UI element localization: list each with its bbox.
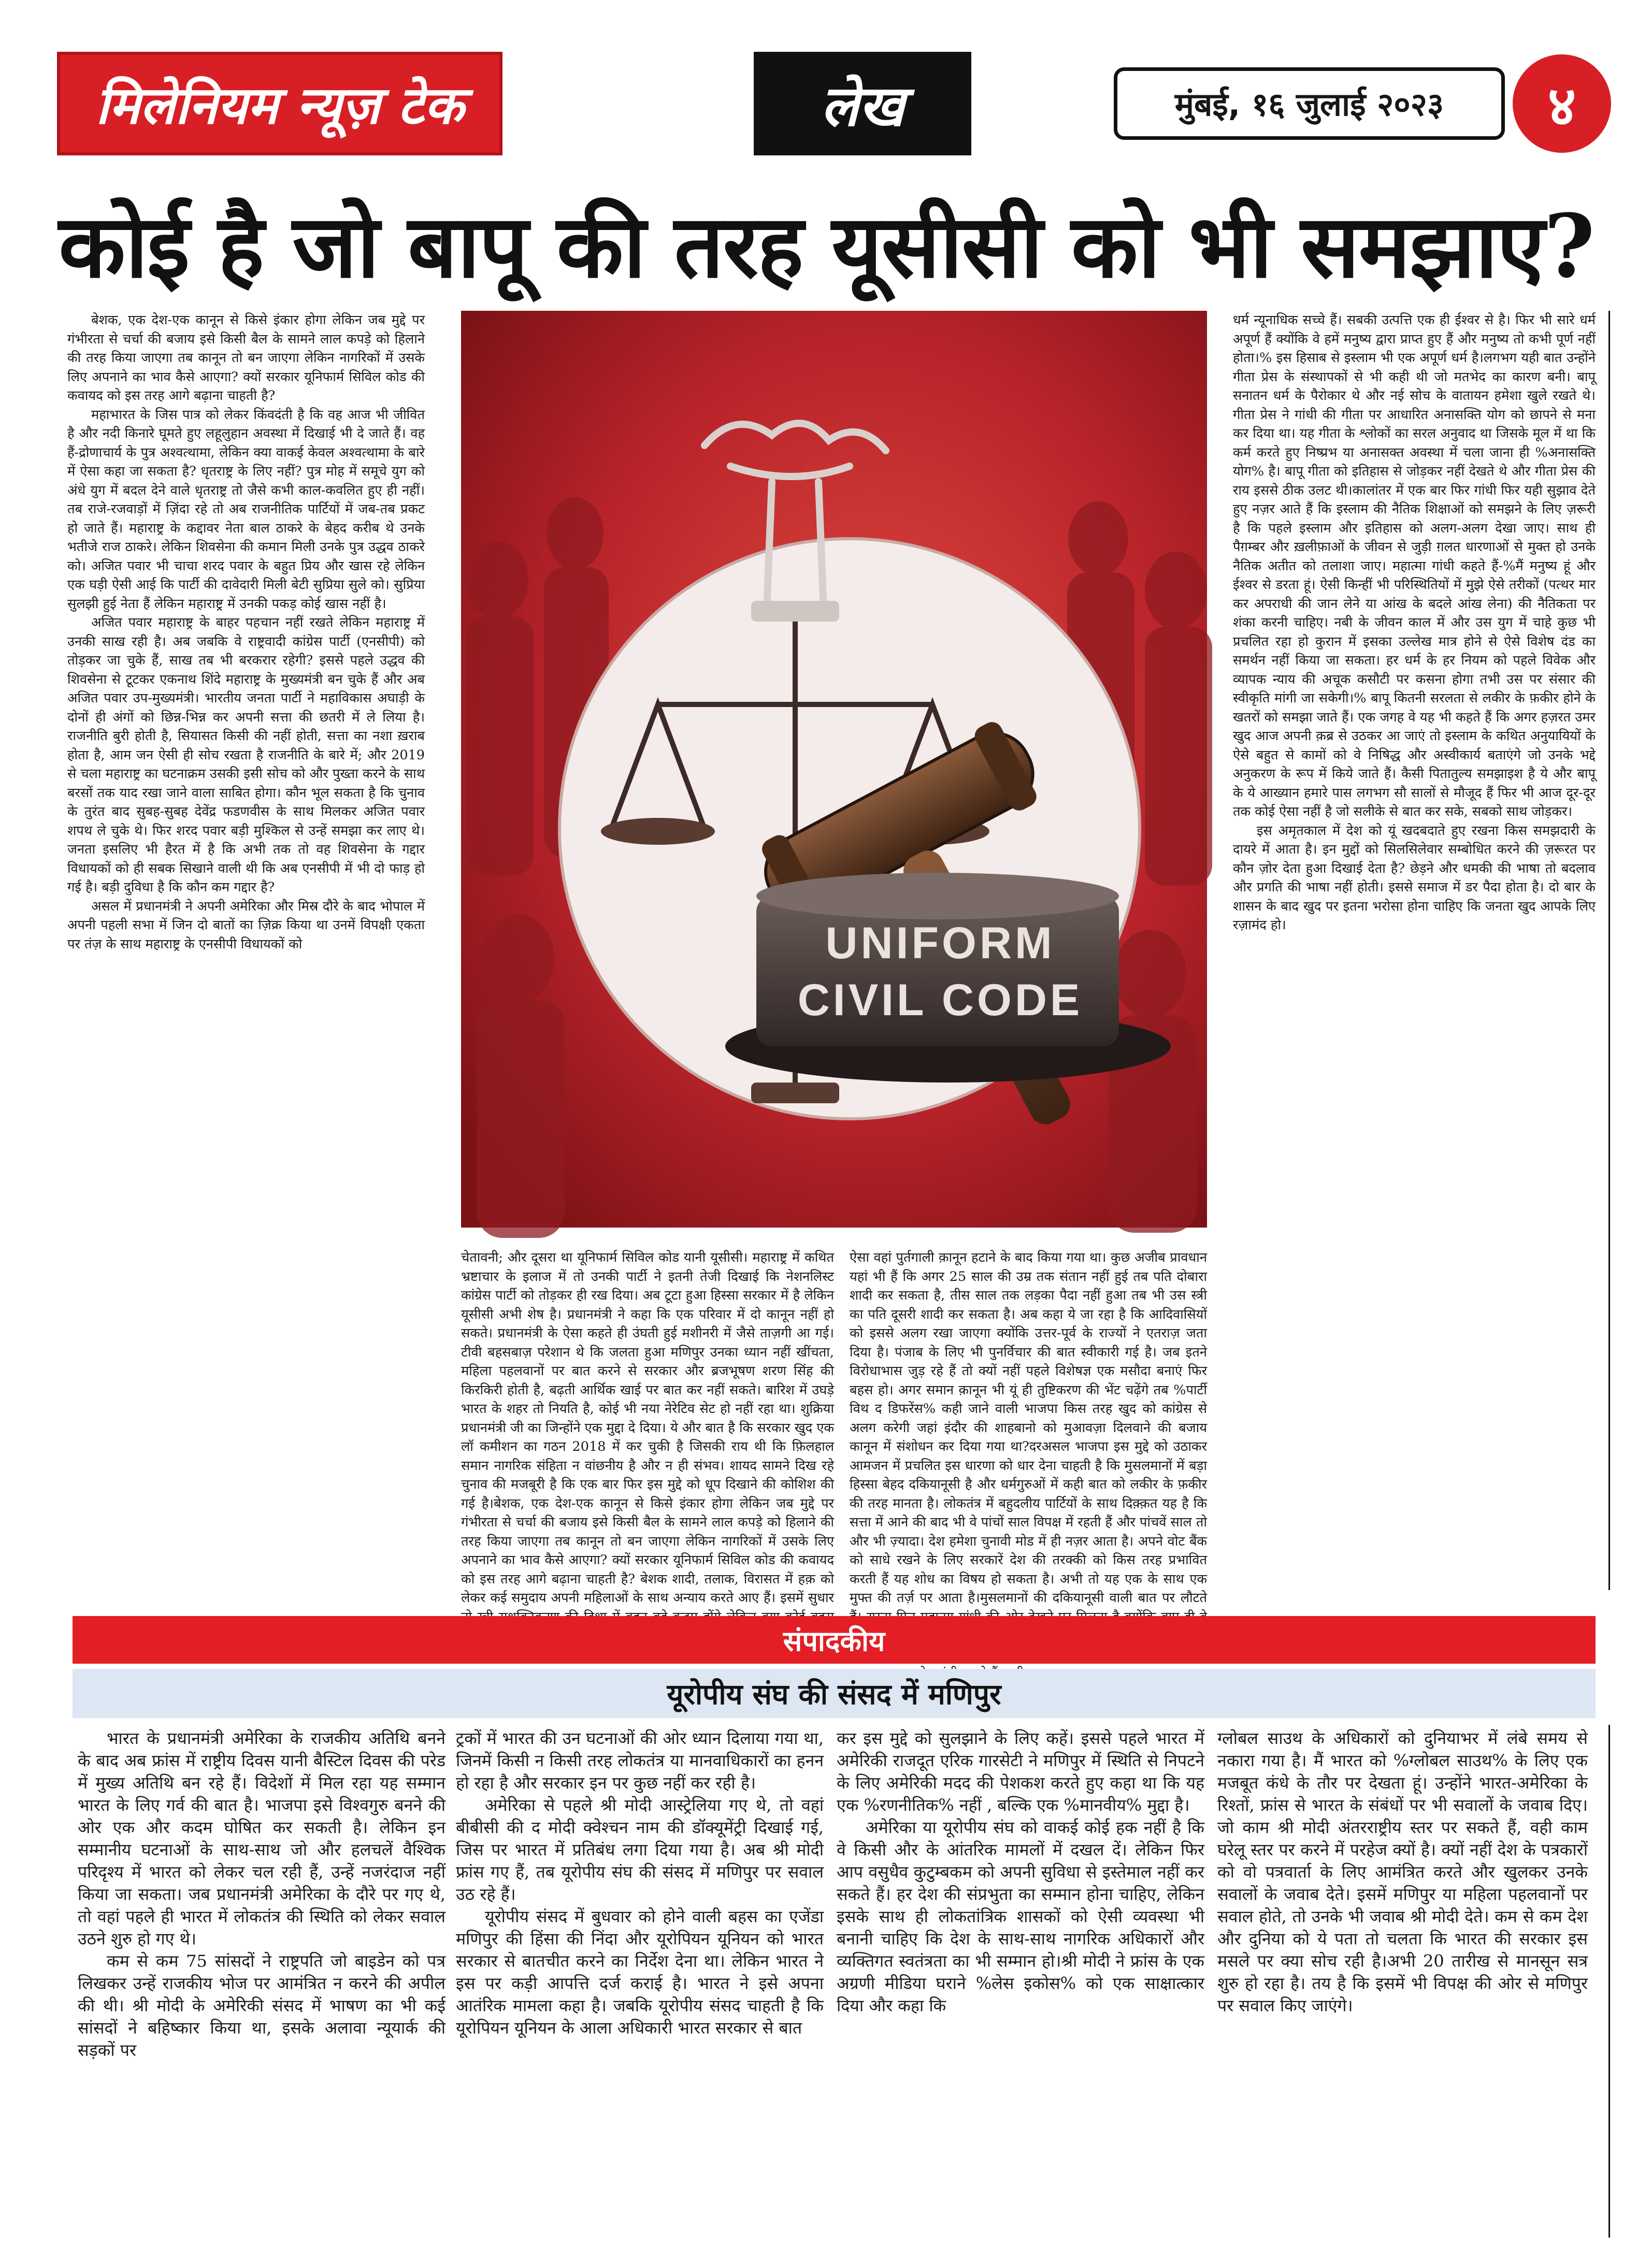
column-divider [1608, 1725, 1610, 2238]
ucc-label-line2: CIVIL CODE [797, 975, 1083, 1025]
publication-date: मुंबई, १६ जुलाई २०२३ [1114, 67, 1505, 140]
article-headline: कोई है जो बापू की तरह यूसीसी को भी समझाए? [59, 195, 1594, 297]
editorial-column-3 [837, 1727, 1204, 2235]
paragraph: कम से कम 75 सांसदों ने राष्ट्रपति जो बाइडेन को पत्र लिखकर उन्हें राजकीय भोज पर आमंत्रित न करने की अपील की थी। श्री मोदी के अमेरिकी संसद में भाषण का भी कई सांसदों ने बहिष्कार किया था, इसके अलावा न्यूयार्क की सड़कों पर [78, 1951, 446, 2060]
editorial-column-4 [1217, 1727, 1588, 2235]
paragraph: ऐसा वहां पुर्तगाली क़ानून हटाने के बाद किया गया था। कुछ अजीब प्रावधान यहां भी हैं कि अगर 25 साल की उम्र तक संतान नहीं हुई तब पति दोबारा शादी कर सकता है, तीस साल तक लड़का पैदा नहीं हुआ तब भी उस स्त्री का पति दूसरी शादी कर सकता है। अब कहा ये जा रहा है कि आदिवासियों को इससे अलग रखा जाएगा क्योंकि उत्तर-पूर्व के राज्यों ने एतराज़ जता दिया है। पंजाब के लिए भी पुनर्विचार की बात स्वीकारी गई है। जब इतने विरोधाभास जुड़ रहे हैं तो क्यों नहीं पहले विशेषज्ञ एक मसौदा बनाएं फिर बहस हो। अगर समान क़ानून भी यूं ही तुष्टिकरण की भेंट चढ़ेंगे तब %पार्टी विथ द डिफरेंस% कही जाने वाली भाजपा किस तरह खुद को कांग्रेस से अलग करेगी जहां इंदौर की शाहबानो को मुआवज़ा दिलवाने की बजाय कानून में संशोधन कर दिया गया था?दरअसल भाजपा इस मुद्दे को उठाकर आमजन में प्रचलित इस धारणा को धार देना चाहती है कि मुसलमानों में बड़ा हिस्सा बेहद दकियानूसी है और धर्मगुरुओं में कही बात को लकीर के फ़कीर की तरह मानता है। लोकतंत्र में बहुदलीय पार्टियों के साथ दिक़्क़त यह है कि सत्ता में आने की बाद भी वे पांचों साल विपक्ष में रहती हैं और पांचवें साल तो और भी ज़्यादा। देश हमेशा चुनावी मोड में ही नज़र आता है। अपने वोट बैंक को साधे रखने के लिए सरकारें देश की तरक्की को किस तरह प्रभावित करती हैं यह शोध का विषय हो सकता है। अभी तो यह एक के साथ एक मुफ्त की तर्ज़ पर आता है।मुसलमानों की दकियानूसी वाली बात पर लौटते [850, 1250, 1207, 1606]
paragraph: ट्रकों में भारत की उन घटनाओं की ओर ध्यान दिलाया गया था, जिनमें किसी न किसी तरह लोकतंत्र या मानवाधिकारों का हनन हो रहा है और सरकार इन पर कुछ नहीं कर रही है। [456, 1728, 824, 1793]
paragraph: यूरोपीय संसद में बुधवार को होने वाली बहस का एजेंडा मणिपुर की हिंसा की निंदा और यूरोपियन यूनियन को भारत सरकार से बातचीत करने का निर्देश देना था। लेकिन भारत ने इस पर कड़ी आपत्ति दर्ज कराई है। भारत ने इसे अपना आतंरिक मामला कहा है। जबकि यूरोपीय संसद चाहती है कि यूरोपियन यूनियन के आला अधिकारी भारत सरकार से बात [456, 1907, 824, 2038]
section-label: लेख [754, 52, 971, 155]
paragraph: अमेरिका या यूरोपीय संघ को वाकई कोई हक नहीं है कि वे किसी और के आंतरिक मामलों में दखल दें। लेकिन फिर आप वसुधैव कुटुम्बकम को अपनी सुविधा से इस्तेमाल नहीं कर सकते हैं। हर देश की संप्रभुता का सम्मान होना चाहिए, लेकिन इसके साथ ही लोकतांत्रिक शासकों को ऐसी व्यवस्था भी बनानी चाहिए कि देश के साथ-साथ नागरिक अधिकारों और व्यक्तिगत स्वतंत्रता का भी सम्मान हो।श्री मोदी ने फ्रांस के एक अग्रणी मीडिया घराने %लेस इकोस% को एक साक्षात्कार दिया और कहा कि [837, 1818, 1204, 2015]
editorial-banner: संपादकीय [73, 1616, 1596, 1664]
page-number-badge: ४ [1513, 54, 1611, 153]
editorial-subhead: यूरोपीय संघ की संसद में मणिपुर [73, 1669, 1596, 1718]
ucc-gavel-illustration [461, 311, 1207, 1228]
paragraph: धर्म न्यूनाधिक सच्चे हैं। सबकी उत्पत्ति एक ही ईश्वर से है। फिर भी सारे धर्म अपूर्ण हैं क्योंकि वे हमें मनुष्य द्वारा प्राप्त हुए हैं और मनुष्य तो कभी पूर्ण नहीं होता।% इस हिसाब से इस्लाम भी एक अपूर्ण धर्म है।लगभग यही बात उन्होंने गीता प्रेस के संस्थापकों से भी कही थी जो मतभेद का कारण बनी। बापू सनातन धर्म के पैरोकार थे और नई सोच के वातायन हमेशा खुले रखते थे। गीता प्रेस ने गांधी की गीता पर आधारित अनासक्ति योग को छापने से मना कर दिया था। यह गीता के श्लोकों का सरल अनुवाद था जिसके मूल में था कि कर्म करते हुए निष्प्रभ या अनासक्त अवस्था में चला जाना ही %अनासक्ति योग% है। बापू गीता को इतिहास से जोड़कर नहीं देखते थे और गीता प्रेस की राय इससे ठीक उलट थी।कालांतर में एक बार फिर गांधी फिर यही सुझाव देते हुए नज़र आते हैं कि इस्लाम की नैतिक शिक्षाओं को समझने के लिए ज़रूरी है कि पहले इस्लाम और इतिहास को अलग-अलग देखा जाए। साथ ही पैग़म्बर और ख़लीफ़ाओं के जीवन से जुड़ी ग़लत धारणाओं से मुक्त हो उनके नैतिक अतीत को तलाशा जाए। महात्मा गांधी कहते हैं-%मैं मनुष्य हूं और ईश्वर से डरता हूं। ऐसी किन्हीं भी परिस्थितियों में मुझे ऐसे तरीकों (पत्थर मार कर अपराधी की जान लेने या आंख के बदले आंख लेना) की नैतिकता पर शंका करनी चाहिए। नबी के जीवन काल में और उस युग में चाहे कुछ भी प्रचलित रहा हो कुरान में इसका उल्लेख मात्र होने से ऐसे विशेष दंड का समर्थन नहीं किया जा सकता। हर धर्म के हर नियम को पहले विवेक और व्यापक न्याय की अचूक कसौटी पर कसना होगा तभी उस पर संसार की स्वीकृति मांगी जा सकेगी।% बापू कितनी सरलता से लकीर के फ़कीर होने के खतरों को समझा जाते हैं। एक जगह वे यह भी कहते हैं कि अगर हज़रत उमर खुद आज अपनी क़ब्र से उठकर आ जाएं तो इस्लाम के कथित अनुयायियों के ऐसे बहुत से कामों को वे निषिद्ध और अस्वीकार्य बताएंगे जो उनके भद्दे अनुकरण के रूप में किये जाते हैं। कैसी पितातुल्य समझाइश है ये और बापू के ये आख्यान हमारे पास लगभग सौ सालों से मौजूद हैं फिर भी आज दूर-दूर तक कोई ऐसा नहीं है जो सलीके से बात कर सके, सबको साथ जोड़कर। [1233, 312, 1596, 819]
paragraph: चेतावनी; और दूसरा था यूनिफार्म सिविल कोड यानी यूसीसी। महाराष्ट्र में कथित भ्रष्टाचार के इलाज में तो उनकी पार्टी ने इतनी तेजी दिखाई कि नेशनलिस्ट कांग्रेस पार्टी को तोड़कर ही रख दिया। अब टूटा हुआ हिस्सा सरकार में है लेकिन यूसीसी अभी शेष है। प्रधानमंत्री ने कहा कि एक परिवार में दो कानून नहीं हो सकते। प्रधानमंत्री के ऐसा कहते ही उंघती हुई मशीनरी में जैसे ताज़गी आ गई। टीवी बहसबाज़ परेशान थे कि जलता हुआ मणिपुर उनका ध्यान नहीं खींचता, महिला पहलवानों पर बात करने से सरकार और ब्रजभूषण शरण सिंह की किरकिरी होती है, बढ़ती आर्थिक खाई पर बात कर नहीं सकते। बारिश में उघड़े भारत के शहर तो नियति है, कोई भी नया नेरेटिव सेट हो नहीं रहा था। शुक्रिया प्रधानमंत्री जी का जिन्होंने एक मुद्दा दे दिया। ये और बात है कि सरकार खुद एक लॉ कमीशन का गठन 2018 में कर चुकी है जिसकी राय थी कि फ़िलहाल समान नागरिक संहिता न वांछनीय है और न ही संभव। शायद सामने दिख रहे चुनाव की मजबूरी है कि एक बार फिर इस मुद्दे को धूप दिखाने की कोशिश की गई है।बेशक, एक देश-एक कानून से किसे इंकार होगा लेकिन जब मुद्दे पर गंभीरता से चर्चा की बजाय इसे किसी बैल के सामने लाल कपड़े को हिलाने की तरह किया जाएगा तब कानून तो बन जाएगा लेकिन नागरिकों में उसके लिए अपनाने का भाव कैसे आएगा? क्यों सरकार यूनिफार्म सिविल कोड की कवायद को इस तरह आगे बढ़ाना चाहती है? बेशक शादी, तलाक, विरासत में हक़ को लेकर कई समुदाय अपनी महिलाओं के साथ अन्याय करते आए हैं। इसमें सुधार [461, 1250, 835, 1606]
paragraph: इस अमृतकाल में देश को यूं खदबदाते हुए रखना किस समझदारी के दायरे में आता है। इन मुद्दों को सिलसिलेवार सम्बोधित करने की ज़रूरत पर कौन ज़ोर देता हुआ दिखाई देता है? छेड़ने और धमकी की भाषा तो बदलाव और प्रगति की भाषा नहीं होती। इससे समाज में डर पैदा होता है। दो बार के शासन के बाद खुद पर इतना भरोसा होना चाहिए कि जनता खुद आपके लिए रज़ामंद हो। [1233, 823, 1596, 933]
editorial-column-1 [78, 1727, 446, 2235]
column-divider [1608, 311, 1610, 1590]
editorial-column-2 [456, 1727, 824, 2235]
ucc-label-line1: UNIFORM [825, 918, 1055, 968]
article-column-3 [850, 1248, 1207, 1606]
masthead [57, 52, 1601, 155]
paragraph: महाभारत के जिस पात्र को लेकर किंवदंती है कि वह आज भी जीवित है और नदी किनारे घूमते हुए लहूलुहान अवस्था में दिखाई भी दे जाते हैं। वह हैं-द्रोणाचार्य के पुत्र अश्वत्थामा, लेकिन क्या वाकई केवल अश्वत्थामा के बारे में ऐसा कहा जा सकता है? धृतराष्ट्र के लिए नहीं? पुत्र मोह में समूचे युग को अंधे युग में बदल देने वाले धृतराष्ट्र तो जैसे कभी काल-कवलित हुए ही नहीं। तब राजे-रजवाड़ों में ज़िंदा रहे तो अब राजनीतिक पार्टियों में जब-तब प्रकट हो जाते हैं। महाराष्ट्र के कद्दावर नेता बाल ठाकरे के बेहद करीब थे उनके भतीजे राज ठाकरे। लेकिन शिवसेना की कमान मिली उनके पुत्र उद्धव ठाकरे को। अजित पवार भी चाचा शरद पवार के बहुत प्रिय और खास रहे लेकिन एक घड़ी ऐसी आई कि पार्टी की दावेदारी मिली बेटी सुप्रिया सुले को। सुप्रिया सुलझी हुई नेता हैं लेकिन महाराष्ट्र में उनकी पकड़ कोई खास नहीं है। [67, 407, 425, 612]
paragraph: बेशक, एक देश-एक कानून से किसे इंकार होगा लेकिन जब मुद्दे पर गंभीरता से चर्चा की बजाय इसे किसी बैल के सामने लाल कपड़े को हिलाने की तरह किया जाएगा तब कानून तो बन जाएगा लेकिन नागरिकों में उसके लिए अपनाने का भाव कैसे आएगा? क्यों सरकार यूनिफार्म सिविल कोड की कवायद को इस तरह आगे बढ़ाना चाहती है? [67, 312, 425, 403]
paragraph: असल में प्रधानमंत्री ने अपनी अमेरिका और मिस्र दौरे के बाद भोपाल में अपनी पहली सभा में जिन दो बातों का ज़िक्र किया था उनमें विपक्षी एकता पर तंज़ के साथ महाराष्ट्र के एनसीपी विधायकों को [67, 898, 425, 952]
paragraph: भारत के प्रधानमंत्री अमेरिका के राजकीय अतिथि बनने के बाद अब फ्रांस में राष्ट्रीय दिवस यानी बैस्टिल दिवस की परेड में मुख्य अतिथि बन रहे हैं। विदेशों में मिल रहा यह सम्मान भारत के लिए गर्व की बात है। भाजपा इसे विश्वगुरु बनने की ओर एक और कदम घोषित कर सकती है। लेकिन इन सम्मानीय घटनाओं के साथ-साथ जो और हलचलें वैश्विक परिदृश्य में भारत को लेकर चल रही हैं, उन्हें नजरंदाज नहीं किया जा सकता। जब प्रधानमंत्री अमेरिका के दौरे पर गए थे, तो वहां पहले ही भारत में लोकतंत्र की स्थिति को लेकर सवाल उठने शुरु हो गए थे। [78, 1728, 446, 1949]
gavel-icon [461, 311, 1207, 1228]
paragraph: अमेरिका से पहले श्री मोदी आस्ट्रेलिया गए थे, तो वहां बीबीसी की द मोदी क्वेश्चन नाम की डॉक्यूमेंट्री दिखाई गई, जिस पर भारत में प्रतिबंध लगा दिया गया है। अब श्री मोदी फ्रांस गए हैं, तब यूरोपीय संघ की संसद में मणिपुर पर सवाल उठ रहे हैं। [456, 1795, 824, 1904]
article-column-1 [67, 311, 425, 1585]
paragraph: ग्लोबल साउथ के अधिकारों को दुनियाभर में लंबे समय से नकारा गया है। मैं भारत को %ग्लोबल साउथ% के लिए एक मजबूत कंधे के तौर पर देखता हूं। उन्होंने भारत-अमेरिका के रिश्तों, फ्रांस से भारत के संबंधों पर भी सवालों के जवाब दिए। जो काम श्री मोदी अंतरराष्ट्रीय स्तर पर सकते हैं, वही काम घरेलू स्तर पर करने में परहेज क्यों है। क्यों नहीं देश के पत्रकारों को वो पत्रवार्ता के लिए आमंत्रित करते और खुलकर उनके सवालों के जवाब देते। इसमें मणिपुर या महिला पहलवानों पर सवाल होते, तो उनके भी जवाब श्री मोदी देते। कम से कम देश और दुनिया को ये पता तो चलता कि भारत की सरकार इस मसले पर क्या सोच रही है।अभी 20 तारीख से मानसून सत्र शुरु हो रहा है। तय है कि इसमें भी विपक्ष की ओर से मणिपुर पर सवाल किए जाएंगे। [1217, 1728, 1588, 2015]
article-column-4 [1233, 311, 1596, 1585]
paragraph: कर इस मुद्दे को सुलझाने के लिए कहें। इससे पहले भारत में अमेरिकी राजदूत एरिक गारसेटी ने मणिपुर में स्थिति से निपटने के लिए अमेरिकी मदद की पेशकश करते हुए कहा था कि यह एक %रणनीतिक% नहीं , बल्कि एक %मानवीय% मुद्दा है। [837, 1728, 1204, 1815]
article-column-2 [461, 1248, 835, 1606]
newspaper-brand-logo: मिलेनियम न्यूज़ टेक [57, 52, 502, 155]
paragraph: अजित पवार महाराष्ट्र के बाहर पहचान नहीं रखते लेकिन महाराष्ट्र में उनकी साख रही है। अब जबकि वे राष्ट्रवादी कांग्रेस पार्टी (एनसीपी) को तोड़कर जा चुके हैं, साख तब भी बरकरार रहेगी? इससे पहले उद्धव की शिवसेना से टूटकर एकनाथ शिंदे महाराष्ट्र के मुख्यमंत्री बन चुके हैं और अब अजित पवार उप-मुख्यमंत्री। भारतीय जनता पार्टी ने महाविकास अघाड़ी के दोनों ही अंगों को छिन्न-भिन्न कर अपनी सत्ता की छतरी में ले लिया है। राजनीति बुरी होती है, सियासत किसी की नहीं होती, सत्ता का नशा ख़राब होता है, आम जन ऐसी ही सोच रखता है राजनीति के बारे में; और 2019 से चला महाराष्ट्र का घटनाक्रम उसकी इसी सोच को और पुख्ता करने के साथ बरसों तक याद रखा जाने वाला साबित होगा। कौन भूल सकता है कि चुनाव के तुरंत बाद सुबह-सुबह देवेंद्र फडणवीस के साथ मिलकर अजित पवार शपथ ले चुके थे। फिर शरद पवार बड़ी मुश्किल से उन्हें समझा कर लाए थे। जनता इसलिए भी हैरत में है कि अभी तक तो वह शिवसेना के गद्दार विधायकों को ही सबक सिखाने वाली थी कि अब एनसीपी में भी दो फाड़ हो गई है। बड़ी दुविधा है कि कौन कम गद्दार है? [67, 615, 425, 895]
